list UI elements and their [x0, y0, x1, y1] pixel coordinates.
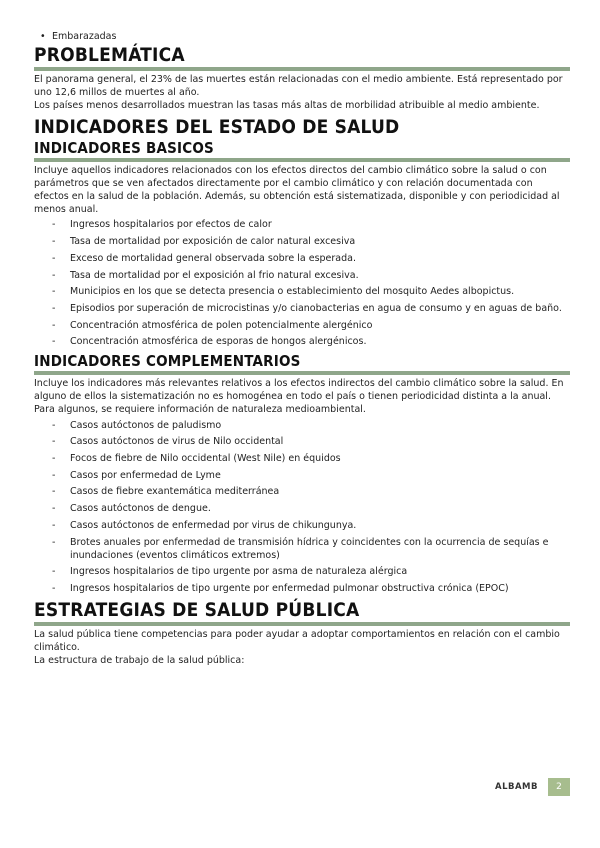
heading-rule [34, 371, 570, 375]
list-item: - Municipios en los que se detecta presencia o establecimiento del mosquito Aedes albopictus. [34, 285, 570, 298]
list-item: - Ingresos hospitalarios por efectos de calor [34, 218, 570, 231]
list-item: - Casos autóctonos de paludismo [34, 419, 570, 432]
list-item: - Exceso de mortalidad general observada sobre la esperada. [34, 252, 570, 265]
heading-rule [34, 67, 570, 71]
list-item: - Focos de fiebre de Nilo occidental (West Nile) en équidos [34, 452, 570, 465]
paragraph: Incluye aquellos indicadores relacionados con los efectos directos del cambio climático sobre la salud o con parámetros que se ven afectados directamente por el cambio climático y con relación documentada con efectos en la salud de la población. Además, su obtención está sistematizada, disponible y con periodicidad al menos anual. [34, 164, 560, 216]
section-heading-estrategias: ESTRATEGIAS DE SALUD PÚBLICA [34, 598, 360, 621]
paragraph: El panorama general, el 23% de las muertes están relacionadas con el medio ambiente. Está representado por uno 12,6 millos de muertes al año. [34, 74, 563, 99]
subheading-complementarios: INDICADORES COMPLEMENTARIOS [34, 352, 301, 371]
heading-rule [34, 158, 570, 162]
page-footer [495, 778, 570, 796]
basicos-list [34, 218, 570, 348]
list-item: - Casos autóctonos de virus de Nilo occidental [34, 435, 570, 448]
section-heading-problematica: PROBLEMÁTICA [34, 44, 185, 66]
paragraph: La salud pública tiene competencias para poder ayudar a adoptar comportamientos en relación con el cambio climático. [34, 628, 560, 654]
list-item: - Ingresos hospitalarios de tipo urgente por enfermedad pulmonar obstructiva crónica (EPOC) [34, 582, 570, 595]
list-item: - Ingresos hospitalarios de tipo urgente por asma de naturaleza alérgica [34, 565, 570, 578]
list-item: - Brotes anuales por enfermedad de transmisión hídrica y coincidentes con la ocurrencia de sequías e inundaciones (eventos climáticos extremos) [34, 536, 570, 562]
list-item: - Casos por enfermedad de Lyme [34, 469, 570, 482]
list-item: - Episodios por superación de microcistinas y/o cianobacterias en agua de consumo y en aguas de baño. [34, 302, 570, 315]
list-item: - Casos de fiebre exantemática mediterránea [34, 485, 570, 498]
list-item: - Concentración atmosférica de esporas de hongos alergénicos. [34, 335, 570, 348]
section-heading-indicadores: INDICADORES DEL ESTADO DE SALUD [34, 115, 400, 138]
paragraph: Los países menos desarrollados muestran las tasas más altas de morbilidad atribuible al medio ambiente. [34, 100, 540, 112]
heading-rule [34, 622, 570, 626]
list-item: - Tasa de mortalidad por exposición de calor natural excesiva [34, 235, 570, 248]
list-item: • Embarazadas [52, 30, 570, 44]
document-page [34, 30, 570, 668]
paragraph: La estructura de trabajo de la salud pública: [34, 655, 245, 667]
paragraph: Incluye los indicadores más relevantes relativos a los efectos indirectos del cambio climático sobre la salud. En alguno de ellos la sistematización no es homogénea en todo el país o tienen periodicidad distinta a la anual. Para algunos, se requiere información de naturaleza medioambiental. [34, 378, 564, 416]
list-item: - Concentración atmosférica de polen potencialmente alergénico [34, 319, 570, 332]
list-item: - Casos autóctonos de enfermedad por virus de chikungunya. [34, 519, 570, 532]
list-item: - Casos autóctonos de dengue. [34, 502, 570, 515]
page-number-badge: 2 [548, 778, 570, 796]
list-item: - Tasa de mortalidad por el exposición al frio natural excesiva. [34, 269, 570, 282]
complementarios-list [34, 419, 570, 596]
author-label: ALBAMB [495, 782, 538, 792]
subheading-basicos: INDICADORES BASICOS [34, 138, 214, 157]
